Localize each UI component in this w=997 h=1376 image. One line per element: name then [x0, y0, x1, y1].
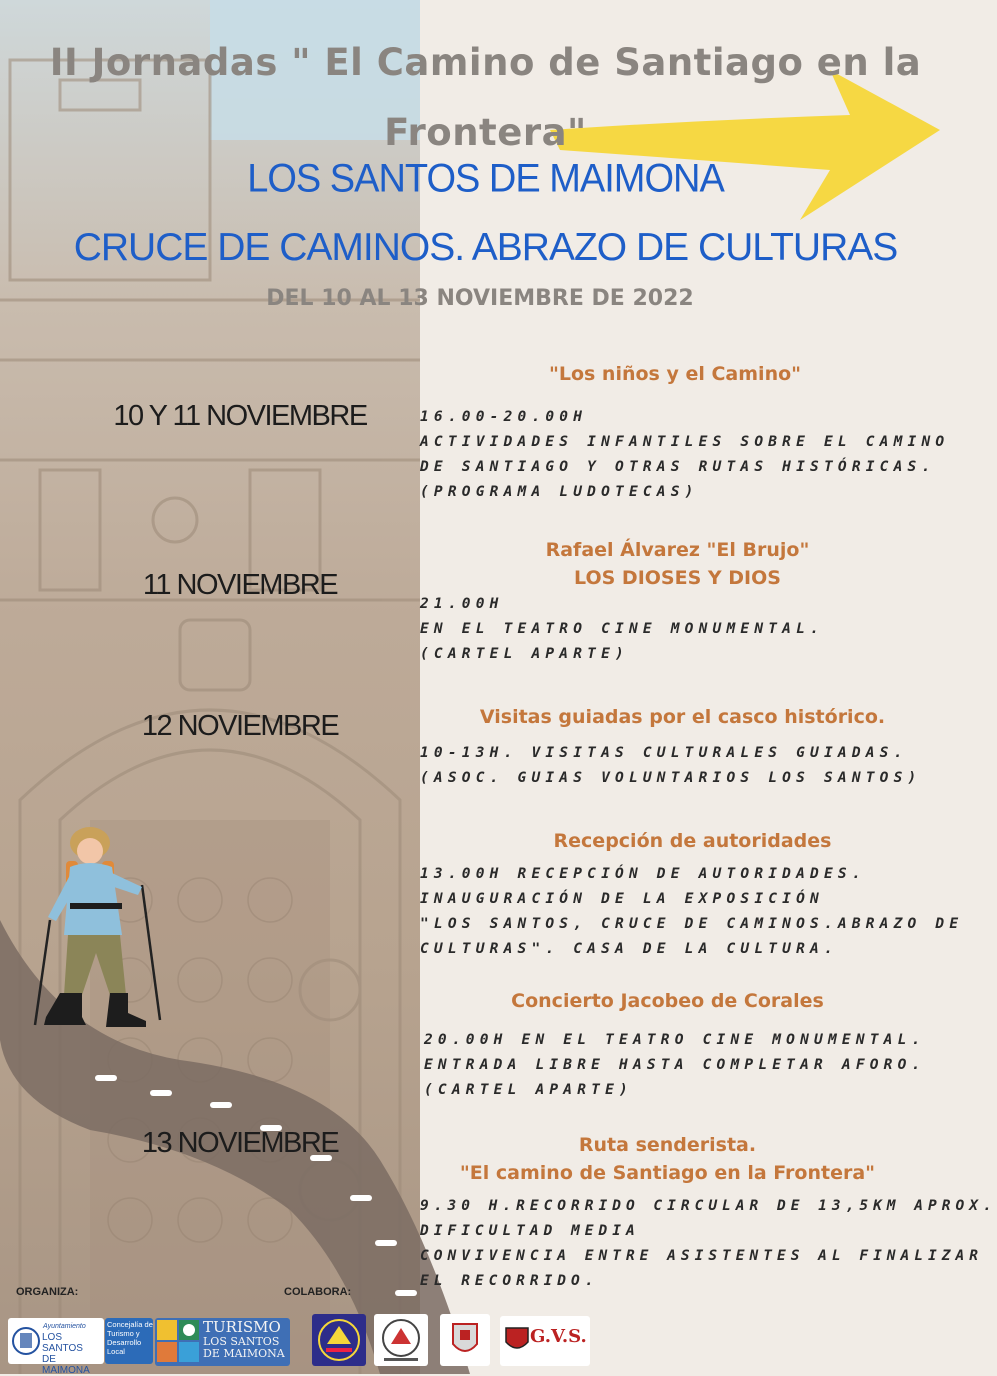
camino-shell-icon	[312, 1314, 366, 1366]
event-detail-line: 16.00-20.00H	[420, 409, 588, 425]
event-detail-line: CONVIVENCIA ENTRE ASISTENTES AL FINALIZAR	[420, 1248, 983, 1264]
camino-logo	[312, 1314, 366, 1366]
turismo-subline: DE MAIMONA	[203, 1347, 285, 1360]
event-title-line: "Los niños y el Camino"	[548, 363, 802, 385]
association-logo	[374, 1314, 428, 1366]
event-title-line: Ruta senderista.	[578, 1134, 757, 1156]
event-detail-line: 13.00H RECEPCIÓN DE AUTORIDADES.	[420, 866, 866, 882]
event-detail-line: EN EL TEATRO CINE MONUMENTAL.	[420, 621, 824, 637]
event-detail-line: DE SANTIAGO Y OTRAS RUTAS HISTÓRICAS.	[420, 459, 936, 475]
concejalia-line: Desarrollo	[107, 1338, 142, 1347]
event-detail-line: (ASOC. GUIAS VOLUNTARIOS LOS SANTOS)	[420, 770, 922, 786]
date-label: 10 Y 11 NOVIEMBRE	[113, 400, 367, 432]
poster-title	[0, 28, 971, 168]
concejalia-line: Concejalía de	[107, 1320, 153, 1329]
gvs-crest-icon	[504, 1324, 530, 1354]
event-title	[420, 1131, 915, 1187]
organiza-label: ORGANIZA:	[16, 1286, 79, 1298]
poster-title-line2: Frontera"	[384, 111, 587, 154]
event-detail-line: 20.00H EN EL TEATRO CINE MONUMENTAL.	[424, 1032, 926, 1048]
logo-name-line: DE MAIMONA	[42, 1354, 90, 1376]
event-detail-line: 9.30 H.RECORRIDO CIRCULAR DE 13,5KM APROX.	[420, 1198, 997, 1214]
hiker-illustration	[30, 825, 170, 1040]
gvs-text: G.V.S.	[530, 1326, 587, 1347]
event-details	[420, 741, 965, 791]
logo-small-text: Ayuntamiento	[43, 1323, 86, 1330]
motto: CRUCE DE CAMINOS. ABRAZO DE CULTURAS	[73, 226, 898, 269]
event-details	[420, 862, 965, 962]
choir-logo	[440, 1314, 490, 1366]
event-title	[440, 827, 945, 855]
event-detail-line: ACTIVIDADES INFANTILES SOBRE EL CAMINO	[420, 434, 950, 450]
event-details	[420, 1194, 997, 1294]
event-title-line: "El camino de Santiago en la Frontera"	[459, 1162, 876, 1184]
logo-name	[42, 1332, 104, 1376]
date-range: DEL 10 AL 13 NOVIEMBRE DE 2022	[266, 286, 694, 311]
event-detail-line: (CARTEL APARTE)	[420, 646, 629, 662]
turismo-symbol-icon	[157, 1320, 201, 1364]
concejalia-line: Turismo y	[107, 1329, 140, 1338]
event-detail-line: "LOS SANTOS, CRUCE DE CAMINOS.ABRAZO DE	[420, 916, 964, 932]
event-title	[420, 703, 945, 731]
event-details	[420, 405, 965, 505]
event-title	[430, 360, 920, 388]
concejalia-text	[107, 1320, 153, 1356]
event-detail-line: (PROGRAMA LUDOTECAS)	[420, 484, 699, 500]
logo-name-line: LOS SANTOS	[42, 1332, 83, 1354]
event-detail-line: (CARTEL APARTE)	[424, 1082, 633, 1098]
event-details	[424, 1028, 969, 1103]
association-emblem-icon	[374, 1314, 428, 1366]
date-label: 13 NOVIEMBRE	[141, 1127, 339, 1159]
event-detail-line: ENTRADA LIBRE HASTA COMPLETAR AFORO.	[424, 1057, 926, 1073]
colabora-label: COLABORA:	[284, 1286, 352, 1298]
event-detail-line: EL RECORRIDO.	[420, 1273, 599, 1289]
ayuntamiento-logo	[8, 1318, 104, 1376]
date-label: 11 NOVIEMBRE	[142, 569, 338, 601]
turismo-text: TURISMO	[203, 1318, 281, 1336]
turismo-subtext	[203, 1336, 285, 1360]
event-details	[420, 592, 965, 667]
event-title	[430, 536, 925, 592]
coat-of-arms-icon	[11, 1321, 41, 1361]
choir-shield-icon	[440, 1314, 490, 1366]
event-title	[420, 987, 915, 1015]
event-title-line: Recepción de autoridades	[553, 830, 832, 852]
event-detail-line: DIFICULTAD MEDIA	[420, 1223, 640, 1239]
event-title-line: Rafael Álvarez "El Brujo"	[545, 539, 810, 561]
concejalia-line: Local	[107, 1347, 125, 1356]
turismo-logo	[155, 1318, 290, 1366]
town-name: LOS SANTOS DE MAIMONA	[247, 156, 724, 202]
event-detail-line: INAUGURACIÓN DE LA EXPOSICIÓN	[420, 891, 824, 907]
event-detail-line: 21.00H	[420, 596, 504, 612]
date-label: 12 NOVIEMBRE	[141, 710, 339, 742]
poster-title-line1: II Jornadas " El Camino de Santiago en la	[49, 41, 922, 84]
event-title-line: Concierto Jacobeo de Corales	[511, 990, 824, 1012]
event-detail-line: 10-13H. VISITAS CULTURALES GUIADAS.	[420, 745, 908, 761]
event-title-line: LOS DIOSES Y DIOS	[574, 567, 781, 589]
concejalia-logo	[105, 1318, 153, 1364]
turismo-subline: LOS SANTOS	[203, 1335, 280, 1348]
event-detail-line: CULTURAS". CASA DE LA CULTURA.	[420, 941, 838, 957]
event-title-line: Visitas guiadas por el casco histórico.	[479, 706, 886, 728]
gvs-logo	[500, 1316, 590, 1366]
